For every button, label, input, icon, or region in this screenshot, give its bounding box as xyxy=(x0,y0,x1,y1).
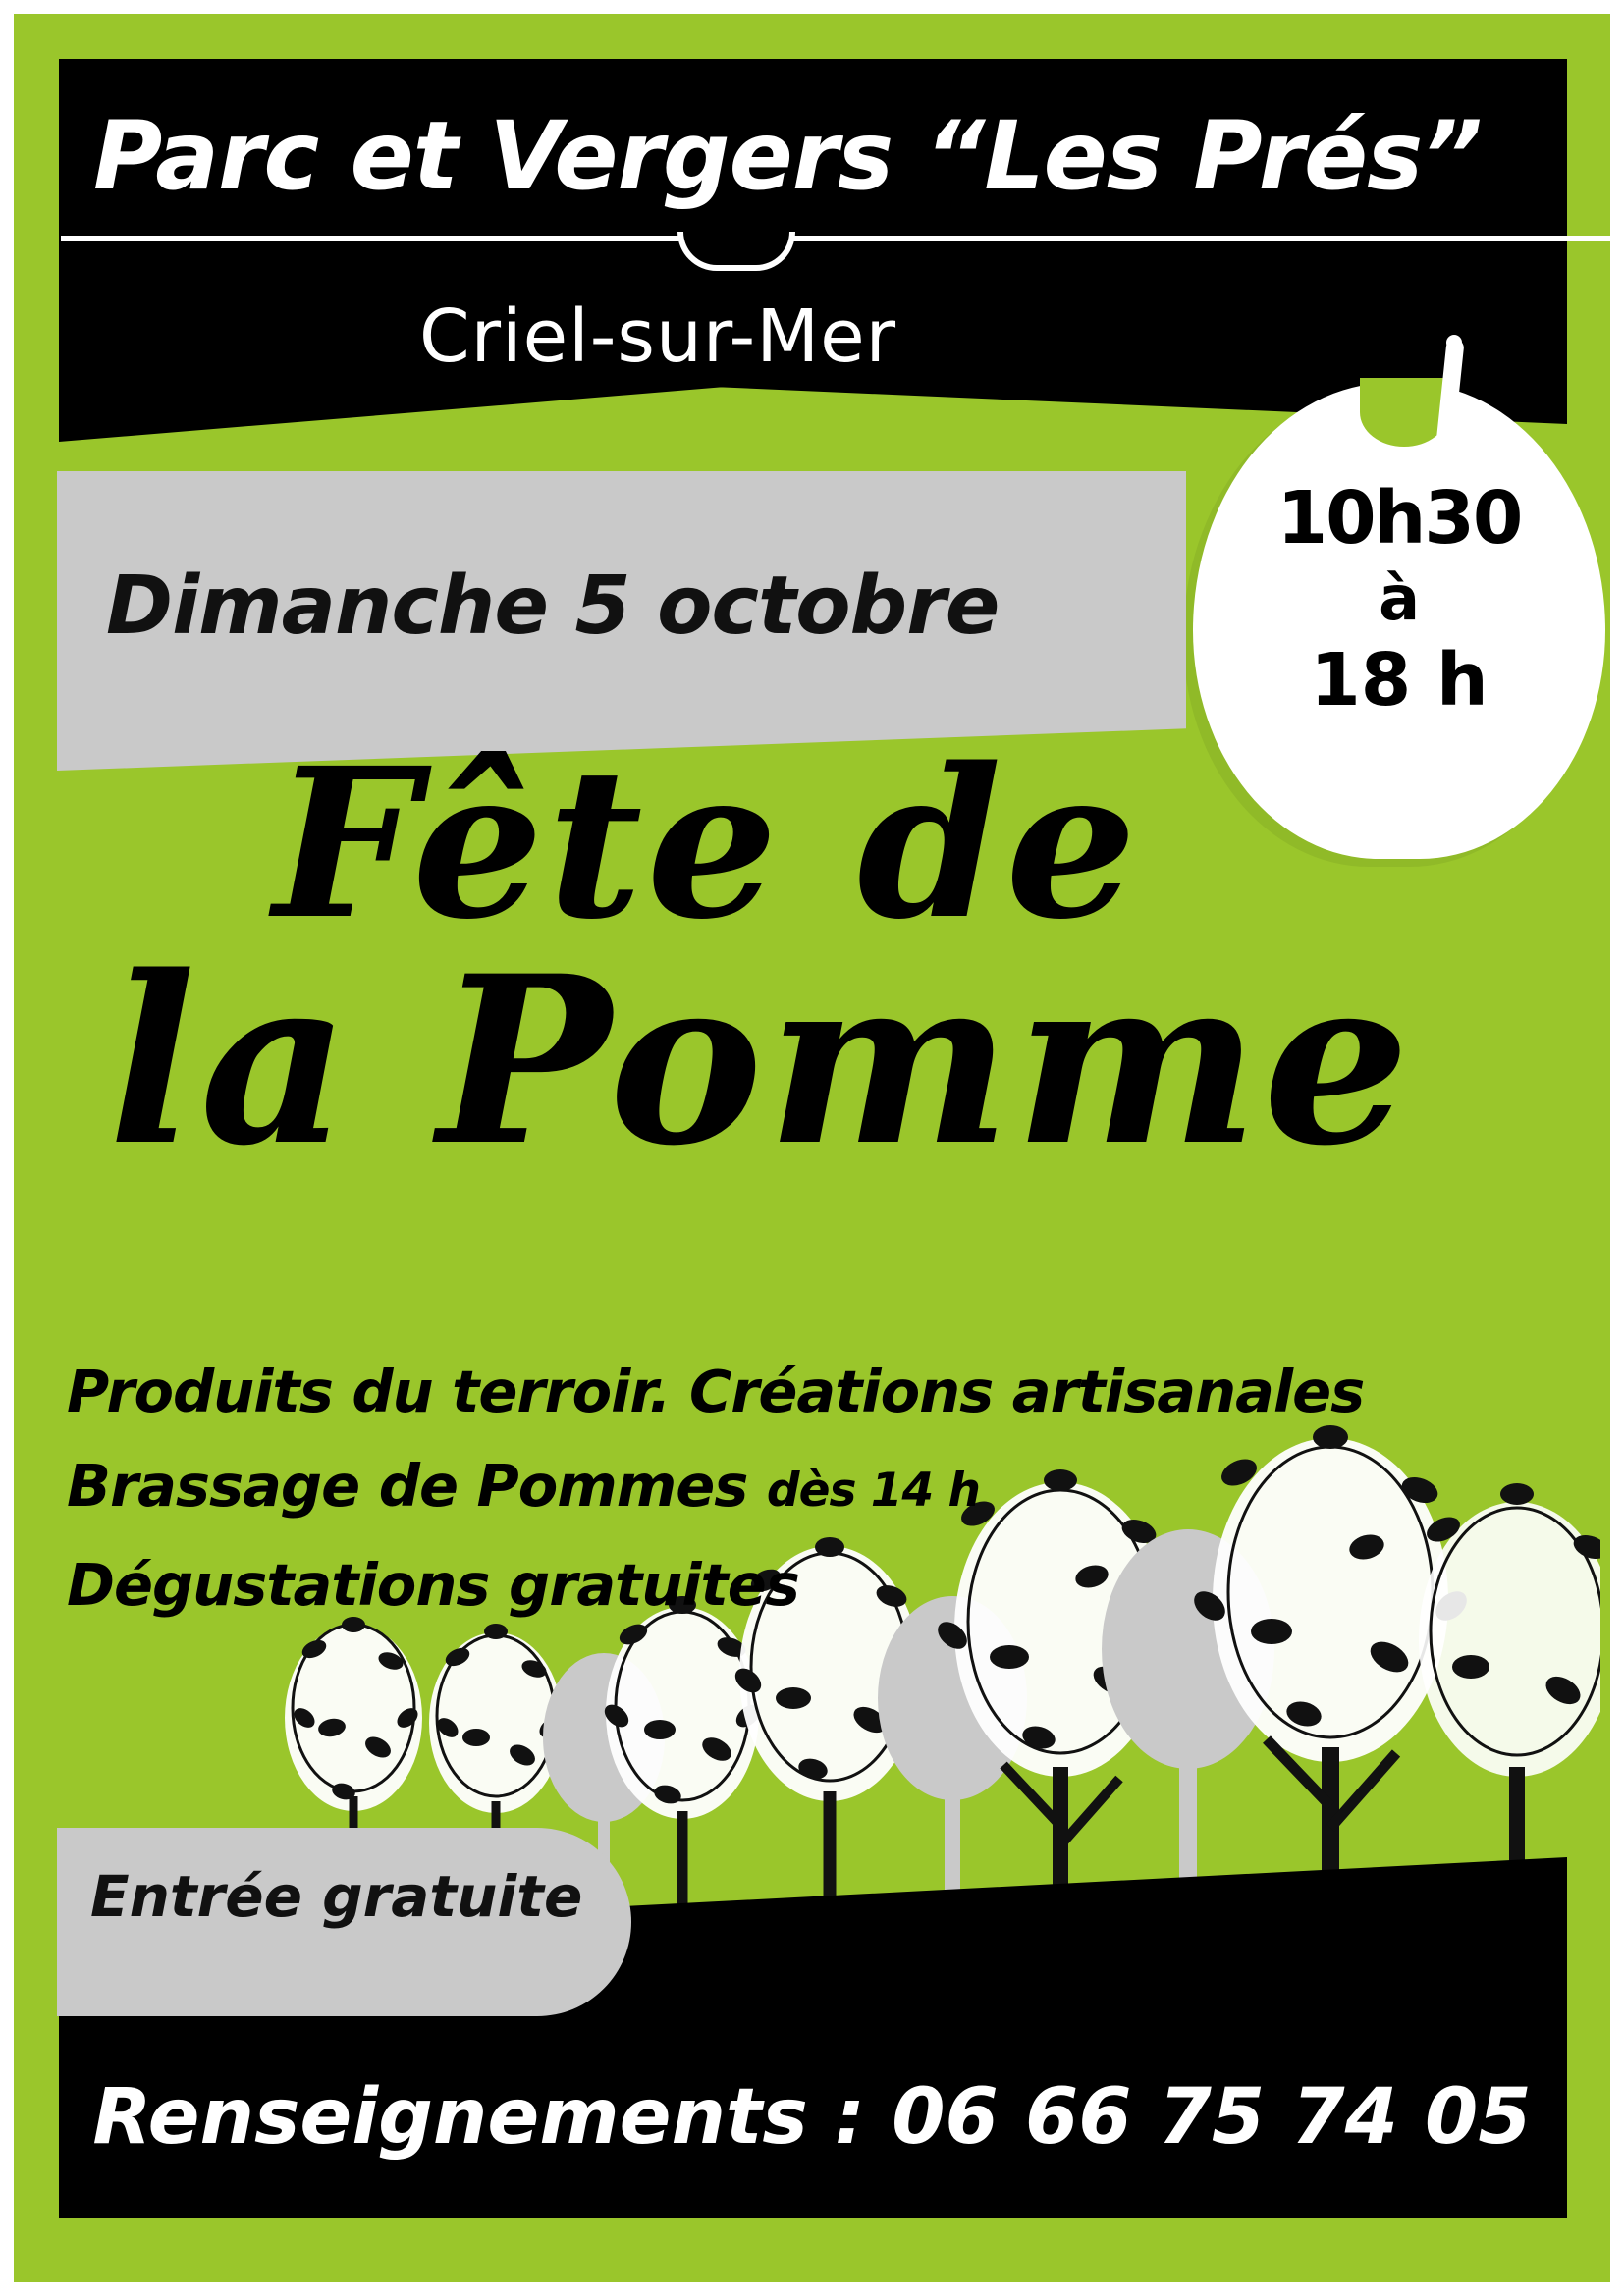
hours-text xyxy=(1193,476,1605,723)
hours-start: 10h30 xyxy=(1276,476,1522,561)
description-line-1: Produits du terroir. Créations artisanales xyxy=(67,1358,1365,1425)
apple-stem-tip-icon xyxy=(1446,335,1462,350)
title-divider-rule xyxy=(61,236,1618,241)
hours-separator: à xyxy=(1379,562,1420,634)
venue-title: Parc et Vergers “Les Prés” xyxy=(93,101,1483,211)
event-title-line2: la Pomme xyxy=(108,925,1414,1197)
hours-end: 18 h xyxy=(1310,638,1489,722)
city-subtitle: Criel-sur-Mer xyxy=(418,294,897,379)
description-line-2 xyxy=(67,1439,1540,1538)
entry-label: Entrée gratuite xyxy=(90,1863,583,1930)
event-description xyxy=(67,1345,1540,1632)
description-line-2-main: Brassage de Pommes xyxy=(67,1452,748,1520)
description-line-2-small: dès 14 h xyxy=(766,1464,981,1518)
description-line-3: Dégustations gratuites xyxy=(67,1551,799,1619)
event-date: Dimanche 5 octobre xyxy=(106,560,1000,653)
event-title xyxy=(0,722,1532,1197)
apple-notch xyxy=(1360,378,1448,447)
contact-info: Renseignements : 06 66 75 74 05 xyxy=(92,2073,1532,2162)
event-title-line1: Fête de xyxy=(273,722,1141,965)
